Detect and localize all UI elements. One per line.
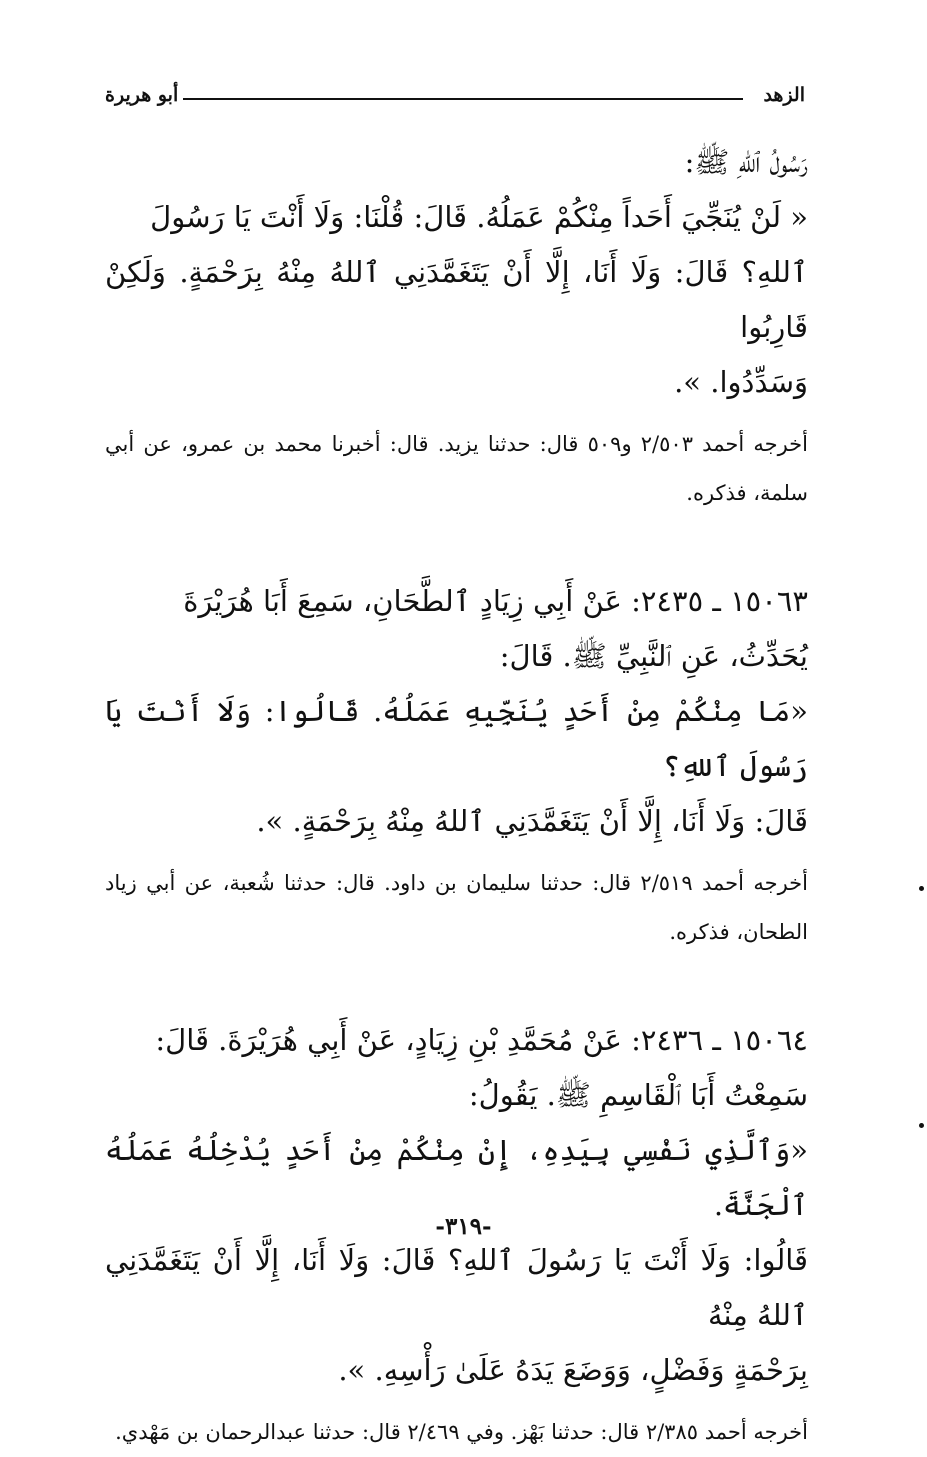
hadith-line: «مَا مِنْكُمْ مِنْ أَحَدٍ يُنَجِّيهِ عَمَلُهُ. قَالُوا: وَلَا أَنْتَ يَا رَسُولَ ٱللهِ؟ <box>105 694 808 783</box>
hadith-block-15063 <box>105 574 808 957</box>
page-number: -٣١٩- <box>435 1213 492 1240</box>
hadith-block-1 <box>105 135 808 518</box>
hadith-line: بِرَحْمَةٍ وَفَضْلٍ، وَوَضَعَ يَدَهُ عَلَىٰ رَأْسِهِ. ». <box>338 1353 808 1387</box>
hadith-line: « لَنْ يُنَجِّيَ أَحَداً مِنْكُمْ عَمَلُهُ. قَالَ: قُلْنَا: وَلَا أَنْتَ يَا رَسُولَ <box>150 200 808 234</box>
page-content <box>105 135 808 1457</box>
hadith-line: وَسَدِّدُوا. ». <box>674 365 808 399</box>
hadith-line: سَمِعْتُ أَبَا ٱلْقَاسِمِ ﷺ. يَقُولُ: <box>468 1078 808 1112</box>
takhrij-note: أخرجه أحمد ٢/٥١٩ قال: حدثنا سليمان بن داود. قال: حدثنا شُعبة، عن أبي زياد الطحان، فذكره. <box>105 871 808 944</box>
header-rule <box>183 98 743 100</box>
margin-dot <box>919 886 924 891</box>
header-narrator: أبو هريرة <box>105 84 179 106</box>
hadith-line: يُحَدِّثُ، عَنِ ٱلنَّبِيِّ ﷺ. قَالَ: <box>499 639 808 673</box>
takhrij-note: أخرجه أحمد ٢/٣٨٥ قال: حدثنا بَهْز. وفي ٢/٤٦٩ قال: حدثنا عبدالرحمان بن مَهْدي. <box>115 1420 808 1444</box>
hadith-line: ٱللهِ؟ قَالَ: وَلَا أَنَا، إِلَّا أَنْ يَتَغَمَّدَنِي ٱللهُ مِنْهُ بِرَحْمَةٍ. وَلَكِنْ قَارِبُوا <box>105 255 808 344</box>
hadith-line: رَسُولُ ٱللهِ ﷺ: <box>684 145 808 179</box>
margin-dot <box>919 1123 924 1128</box>
running-header <box>105 84 805 114</box>
hadith-line: قَالُوا: وَلَا أَنْتَ يَا رَسُولَ ٱللهِ؟ قَالَ: وَلَا أَنَا، إِلَّا أَنْ يَتَغَمَّدَنِي ٱللهُ مِنْهُ <box>105 1243 808 1332</box>
hadith-line: قَالَ: وَلَا أَنَا، إِلَّا أَنْ يَتَغَمَّدَنِي ٱللهُ مِنْهُ بِرَحْمَةٍ. ». <box>256 804 808 838</box>
hadith-line: «وَٱلَّذِي نَفْسِي بِيَدِهِ، إِنْ مِنْكُمْ مِنْ أَحَدٍ يُدْخِلُهُ عَمَلُهُ ٱلْجَنَّةَ. <box>105 1133 808 1222</box>
takhrij-note: أخرجه أحمد ٢/٥٠٣ و٥٠٩ قال: حدثنا يزيد. قال: أخبرنا محمد بن عمرو، عن أبي سلمة، فذكره. <box>105 432 808 505</box>
hadith-line: ١٥٠٦٤ ـ ٢٤٣٦: عَنْ مُحَمَّدِ بْنِ زِيَادٍ، عَنْ أَبِي هُرَيْرَةَ. قَالَ: <box>155 1023 808 1057</box>
hadith-text <box>105 135 808 410</box>
hadith-text <box>105 1013 808 1398</box>
hadith-text <box>105 574 808 849</box>
hadith-line: ١٥٠٦٣ ـ ٢٤٣٥: عَنْ أَبِي زِيَادٍ ٱلطَّحَانِ، سَمِعَ أَبَا هُرَيْرَةَ <box>183 584 808 618</box>
header-section-title: الزهد <box>763 84 805 106</box>
